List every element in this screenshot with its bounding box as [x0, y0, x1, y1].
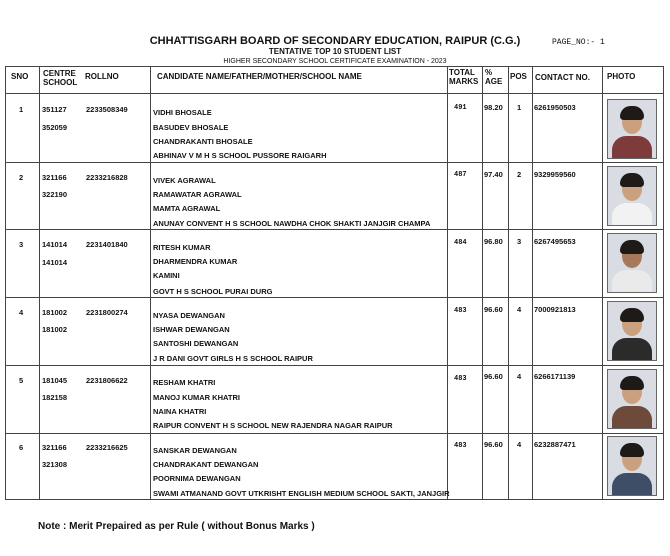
row-mother: CHANDRAKANTI BHOSALE: [153, 137, 253, 146]
row-percentage: 96.60: [484, 372, 503, 381]
row-rollno: 2233508349: [86, 105, 128, 114]
row-position: 2: [517, 170, 522, 179]
row-rollno: 2233216828: [86, 173, 128, 182]
row-rollno: 2231806622: [86, 376, 128, 385]
row-contact: 7000921813: [534, 305, 576, 314]
row-total: 484: [454, 239, 467, 247]
row-position: 1: [517, 103, 522, 112]
row-school-name: SWAMI ATMANAND GOVT UTKRISHT ENGLISH MEDIUM SCHOOL SAKTI, JANJGIR: [153, 489, 450, 498]
row-mother: KAMINI: [153, 271, 180, 280]
row-contact: 6267495653: [534, 237, 576, 246]
row-position: 4: [517, 440, 522, 449]
row-percentage: 97.40: [484, 170, 503, 179]
row-rollno: 2231800274: [86, 308, 128, 317]
row-mother: NAINA KHATRI: [153, 407, 207, 416]
row-contact: 6232887471: [534, 440, 576, 449]
col-photo: PHOTO: [607, 72, 636, 81]
row-name: RESHAM KHATRI: [153, 378, 216, 387]
row-mother: POORNIMA DEWANGAN: [153, 474, 241, 483]
row-centre: 351127: [42, 105, 67, 114]
row-father: BASUDEV BHOSALE: [153, 123, 229, 132]
row-rollno: 2231401840: [86, 240, 128, 249]
student-photo: [607, 166, 657, 226]
row-sno: 2: [19, 173, 24, 182]
exam-title: HIGHER SECONDARY SCHOOL CERTIFICATE EXAMINATION - 2023: [223, 58, 447, 65]
student-photo: [607, 369, 657, 429]
row-school-name: RAIPUR CONVENT H S SCHOOL NEW RAJENDRA NAGAR RAIPUR: [153, 421, 393, 430]
row-percentage: 96.80: [484, 237, 503, 246]
page-number: PAGE_NO:- 1: [552, 38, 605, 47]
row-contact: 9329959560: [534, 170, 576, 179]
row-total: 483: [454, 375, 467, 383]
row-father: MANOJ KUMAR KHATRI: [153, 393, 240, 402]
row-position: 3: [517, 237, 522, 246]
row-total: 483: [454, 307, 467, 315]
col-percentage: % AGE: [485, 68, 503, 86]
student-photo: [607, 99, 657, 159]
row-centre: 181045: [42, 376, 68, 385]
row-mother: MAMTA AGRAWAL: [153, 204, 221, 213]
row-father: CHANDRAKANT DEWANGAN: [153, 460, 259, 469]
row-total: 491: [454, 104, 467, 112]
board-title: CHHATTISGARH BOARD OF SECONDARY EDUCATION, RAIPUR (C.G.): [149, 35, 521, 47]
row-school-name: J R DANI GOVT GIRLS H S SCHOOL RAIPUR: [153, 354, 313, 363]
student-photo: [607, 436, 657, 496]
col-contact: CONTACT NO.: [535, 73, 590, 82]
row-father: RAMAWATAR AGRAWAL: [153, 190, 242, 199]
col-centre-school: CENTRE SCHOOL: [43, 69, 78, 87]
row-sno: 1: [19, 105, 24, 114]
row-school-code: 352059: [42, 123, 68, 132]
footnote: Note : Merit Prepaired as per Rule ( without Bonus Marks ): [38, 521, 315, 532]
row-rollno: 2233216625: [86, 443, 128, 452]
row-school-name: ABHINAV V M H S SCHOOL PUSSORE RAIGARH: [153, 151, 327, 160]
row-school-code: 321308: [42, 460, 68, 469]
student-photo: [607, 301, 657, 361]
row-sno: 6: [19, 443, 24, 452]
row-total: 483: [454, 442, 467, 450]
row-centre: 181002: [42, 308, 68, 317]
row-sno: 5: [19, 376, 24, 385]
row-percentage: 98.20: [484, 103, 503, 112]
row-sno: 4: [19, 308, 24, 317]
row-school-code: 181002: [42, 325, 68, 334]
row-contact: 6261950503: [534, 103, 576, 112]
col-position: POS: [510, 72, 527, 81]
merit-table: [5, 66, 664, 499]
col-total-marks: TOTAL MARKS: [449, 68, 479, 86]
row-centre: 321166: [42, 173, 67, 182]
row-name: VIDHI BHOSALE: [153, 108, 212, 117]
row-school-code: 141014: [42, 258, 68, 267]
row-school-code: 322190: [42, 190, 68, 199]
row-father: DHARMENDRA KUMAR: [153, 257, 238, 266]
row-position: 4: [517, 372, 522, 381]
row-total: 487: [454, 171, 467, 179]
row-name: RITESH KUMAR: [153, 243, 211, 252]
student-photo: [607, 233, 657, 293]
row-percentage: 96.60: [484, 440, 503, 449]
row-centre: 141014: [42, 240, 68, 249]
list-subtitle: TENTATIVE TOP 10 STUDENT LIST: [268, 47, 402, 56]
row-school-name: ANUNAY CONVENT H S SCHOOL NAWDHA CHOK SHAKTI JANJGIR CHAMPA: [153, 219, 431, 228]
row-percentage: 96.60: [484, 305, 503, 314]
row-name: VIVEK AGRAWAL: [153, 176, 216, 185]
col-sno: SNO: [11, 72, 29, 81]
row-school-code: 182158: [42, 393, 68, 402]
row-centre: 321166: [42, 443, 67, 452]
row-mother: SANTOSHI DEWANGAN: [153, 339, 239, 348]
col-candidate: CANDIDATE NAME/FATHER/MOTHER/SCHOOL NAME: [157, 72, 362, 81]
row-school-name: GOVT H S SCHOOL PURAI DURG: [153, 287, 273, 296]
row-father: ISHWAR DEWANGAN: [153, 325, 230, 334]
row-name: NYASA DEWANGAN: [153, 311, 225, 320]
row-name: SANSKAR DEWANGAN: [153, 446, 237, 455]
row-sno: 3: [19, 240, 24, 249]
row-contact: 6266171139: [534, 372, 576, 381]
row-position: 4: [517, 305, 522, 314]
col-rollno: ROLLNO: [85, 72, 119, 81]
